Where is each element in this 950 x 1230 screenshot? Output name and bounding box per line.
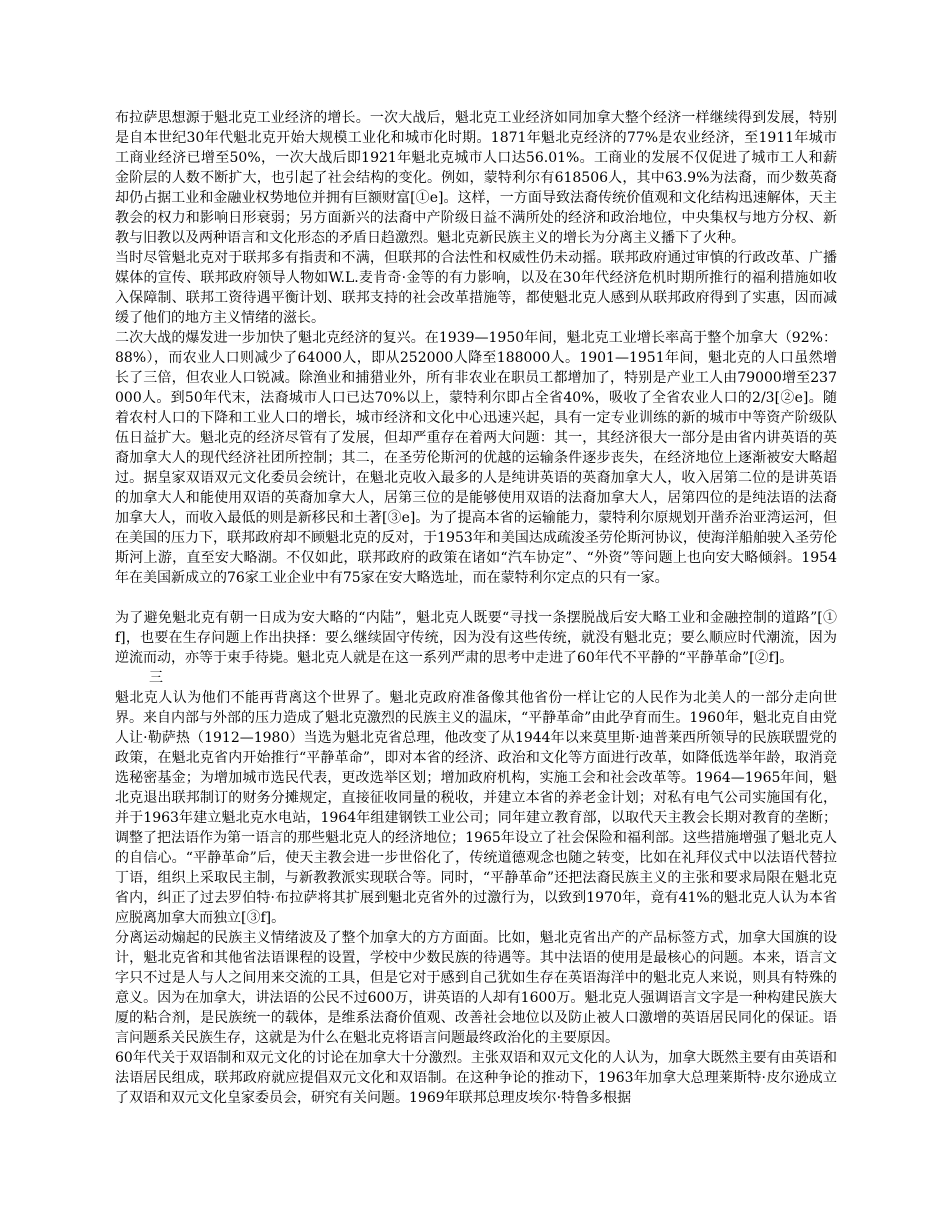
paragraph-bilingualism-debate: 60年代关于双语制和双元文化的讨论在加拿大十分激烈。主张双语和双元文化的人认为，加拿大既然主要有由英语和法语居民组成，联邦政府就应提倡双元文化和双语制。在这种争论的推动下，1963年加拿大总理莱斯特·皮尔逊成立了双语和双元文化皇家委员会，研究有关问题。1969年联邦总理皮埃尔·特鲁多根据 [115,1050,837,1106]
paragraph-quiet-revolution-intro: 为了避免魁北克有朝一日成为安大略的“内陆”，魁北克人既要“寻找一条摆脱战后安大略工业和金融控制的道路”[①f]，也要在生存问题上作出抉择：要么继续固守传统，因为没有这些传统，就没有魁北克；要么顺应时代潮流，因为逆流而动，亦等于束手待毙。魁北克人就是在这一系列严肃的思考中走进了60年代不平静的“平静革命”[②f]。 [115,610,837,666]
paragraph-economic-growth: 布拉萨思想源于魁北克工业经济的增长。一次大战后，魁北克工业经济如同加拿大整个经济一样继续得到发展，特别是自本世纪30年代魁北克开始大规模工业化和城市化时期。1871年魁北克经济的77%是农业经济，至1911年城市工商业经济已增至50%，一次大战后即1921年魁北克城市人口达56.01%。工商业的发展不仅促进了城市工人和薪金阶层的人数不断扩大，也引起了社会结构的变化。例如，蒙特利尔有618506人，其中63.9%为法裔，而少数英裔却仍占据工业和金融业权势地位并拥有巨额财富[①e]。这样，一方面导致法裔传统价值观和文化结构迅速解体，天主教会的权力和影响日形衰弱；另方面新兴的法裔中产阶级日益不满所处的经济和政治地位，中央集权与地方分权、新教与旧教以及两种语言和文化形态的矛盾日趋激烈。魁北克新民族主义的增长为分离主义播下了火种。 [115,110,837,246]
paragraph-wartime-revival: 二次大战的爆发进一步加快了魁北克经济的复兴。在1939—1950年间，魁北克工业增长率高于整个加拿大（92%：88%），而农业人口则减少了64000人，即从252000人降至188000人。1901—1951年间，魁北克的人口虽然增长了三倍，但农业人口锐减。除渔业和捕猎业外，所有非农业在职员工都增加了，特别是产业工人由79000增至237000人。到50年代末，法裔城市人口已达70%以上，蒙特利尔即占全省40%，吸收了全省农业人口的2/3[②e]。随着农村人口的下降和工业人口的增长，城市经济和文化中心迅速兴起，具有一定专业训练的新的城市中等资产阶级队伍日益扩大。魁北克的经济尽管有了发展，但却严重存在着两大问题：其一，其经济很大一部分是由省内讲英语的英裔加拿大人的现代经济社团所控制；其二，在圣劳伦斯河的优越的运输条件逐步丧失，在经济地位上逐渐被安大略超过。据皇家双语双元文化委员会统计，在魁北克收入最多的人是纯讲英语的英裔加拿大人，收入居第二位的是讲英语的加拿大人和能使用双语的英裔加拿大人，居第三位的是能够使用双语的法裔加拿大人，居第四位的是纯法语的法裔加拿大人，而收入最低的则是新移民和土著[③e]。为了提高本省的运输能力，蒙特利尔原规划开凿乔治亚湾运河，但在美国的压力下，联邦政府却不顾魁北克的反对，于1953年和美国达成疏浚圣劳伦斯河协议，使海洋船舶驶入圣劳伦斯河上游，直至安大略湖。不仅如此，联邦政府的政策在诸如“汽车协定”、“外资”等问题上也向安大略倾斜。1954年在美国新成立的76家工业企业中有75家在安大略选址，而在蒙特利尔定点的只有一家。 [115,330,837,586]
section-heading: 三 [149,670,163,686]
document-body [115,108,837,1108]
paragraph-quiet-revolution: 魁北克人认为他们不能再背离这个世界了。魁北克政府准备像其他省份一样让它的人民作为北美人的一部分走向世界。来自内部与外部的压力造成了魁北克激烈的民族主义的温床，“平静革命”由此孕育而生。1960年，魁北克自由党人让·勒萨热（1912—1980）当选为魁北克省总理，他改变了从1944年以来莫里斯·迪普莱西所领导的民族联盟党的政策，在魁北克省内开始推行“平静革命”，即对本省的经济、政治和文化等方面进行改革，如降低选举年龄，取消竞选秘密基金；为增加城市选民代表，更改选举区划；增加政府机构，实施工会和社会改革等。1964—1965年间，魁北克退出联邦制订的财务分摊规定，直接征收同量的税收，并建立本省的养老金计划；对私有电气公司实施国有化，并于1963年建立魁北克水电站，1964年组建钢铁工业公司；同年建立教育部，以取代天主教会长期对教育的垄断；调整了把法语作为第一语言的那些魁北克人的经济地位；1965年设立了社会保险和福利部。这些措施增强了魁北克人的自信心。“平静革命”后，使天主教会进一步世俗化了，传统道德观念也随之转变，比如在礼拜仪式中以法语代替拉丁语，组织上采取民主制，与新教教派实现联合等。同时，“平静革命”还把法裔民族主义的主张和要求局限在魁北克省内，纠正了过去罗伯特·布拉萨将其扩展到魁北克省外的过激行为，以致到1970年，竟有41%的魁北克人认为本省应脱离加拿大而独立[③f]。 [115,690,837,926]
paragraph-language-issue: 分离运动煽起的民族主义情绪波及了整个加拿大的方方面面。比如，魁北克省出产的产品标签方式，加拿大国旗的设计，魁北克省和其他省法语课程的设置，学校中少数民族的待遇等。其中法语的使用是最核心的问题。本来，语言文字只不过是人与人之间用来交流的工具，但是它对于感到自己犹如生存在英语海洋中的魁北克人来说，则具有特殊的意义。因为在加拿大，讲法语的公民不过600万，讲英语的人却有1600万。魁北克人强调语言文字是一种构建民族大厦的粘合剂，是民族统一的载体，是维系法裔价值观、改善社会地位以及防止被人口激增的英语居民同化的保证。语言问题系关民族生存，这就是为什么在魁北克将语言问题最终政治化的主要原因。 [115,930,837,1046]
paragraph-spacer [115,588,837,608]
paragraph-federal-authority: 当时尽管魁北克对于联邦多有指责和不满，但联邦的合法性和权威性仍未动摇。联邦政府通过审慎的行政改革、广播媒体的宣传、联邦政府领导人物如W.L.麦肯奇·金等的有力影响，以及在30年代经济危机时期所推行的福利措施如收入保障制、联邦工资待遇平衡计划、联邦支持的社会改革措施等，都使魁北克人感到从联邦政府得到了实惠，因而减缓了他们的地方主义情绪的滋长。 [115,250,837,326]
